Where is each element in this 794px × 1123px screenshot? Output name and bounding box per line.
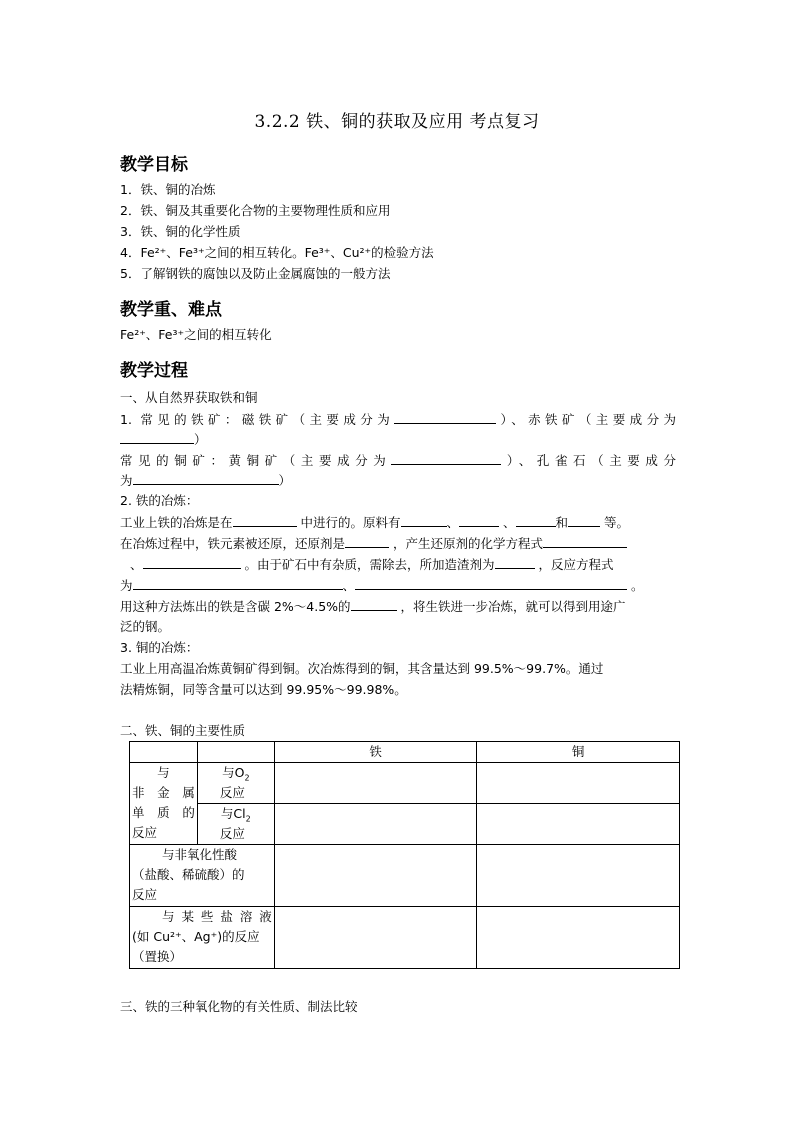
answer-blank[interactable]: [233, 513, 297, 527]
iron-smelting-line-1: 工业上铁的冶炼是在 中进行的。原料有 、 、 和 等。: [120, 515, 630, 530]
header-copper: 铜: [477, 742, 680, 763]
copper-ore-line: 常见的铜矿：黄铜矿（主要成分为 ）、孔雀石（主要成分: [120, 453, 676, 468]
answer-blank[interactable]: [401, 513, 447, 527]
answer-blank[interactable]: [568, 513, 600, 527]
key-text: Fe²⁺、Fe³⁺之间的相互转化: [120, 327, 272, 342]
answer-blank[interactable]: [345, 534, 389, 548]
answer-blank[interactable]: [133, 576, 343, 590]
cell-cu-o2[interactable]: [477, 763, 680, 804]
key-heading: 教学重、难点: [120, 300, 222, 320]
answer-blank[interactable]: [394, 410, 496, 424]
row-o2-label: 与$O_2$ 反应: [197, 763, 274, 804]
row-salt-label: 与某些盐溶液 (如 Cu²⁺、Ag⁺)的反应 （置换）: [130, 907, 275, 969]
iron-smelting-line-3: 、 。由于矿石中有杂质，需除去，所加造渣剂为 ，反应方程式: [130, 557, 614, 572]
answer-blank[interactable]: [391, 451, 501, 465]
answer-blank[interactable]: [516, 513, 556, 527]
page-title: 3.2.2 铁、铜的获取及应用 考点复习: [254, 112, 540, 132]
answer-blank[interactable]: [143, 555, 241, 569]
part1-title: 一、从自然界获取铁和铜: [120, 390, 258, 405]
goal-item: 1．铁、铜的冶炼: [120, 182, 216, 197]
answer-blank[interactable]: [133, 471, 279, 485]
row-cl2-label: 与$Cl_2$ 反应: [197, 804, 274, 845]
answer-blank[interactable]: [351, 597, 397, 611]
row-acid-label: 与非氧化性酸 （盐酸、稀硫酸）的 反应: [130, 845, 275, 907]
copper-smelting-line-1: 工业上用高温冶炼黄铜矿得到铜。次冶炼得到的铜，其含量达到 99.5%～99.7%。通过: [120, 661, 604, 676]
iron-ore-line: 1. 常见的铁矿：磁铁矿（主要成分为 ）、赤铁矿（主要成分为: [120, 412, 676, 427]
answer-blank[interactable]: [355, 576, 627, 590]
copper-smelting-line-2: 法精炼铜，同等含量可以达到 99.95%～99.98%。: [120, 682, 407, 697]
iron-smelting-line-4: 为 、 。: [120, 578, 644, 593]
iron-smelting-line-6: 泛的钢。: [120, 619, 171, 634]
iron-smelting-line-2: 在冶炼过程中，铁元素被还原，还原剂是 ，产生还原剂的化学方程式: [120, 534, 627, 553]
answer-blank[interactable]: [543, 534, 627, 548]
goals-heading: 教学目标: [120, 155, 188, 175]
goal-item: 5．了解钢铁的腐蚀以及防止金属腐蚀的一般方法: [120, 266, 391, 281]
cell-fe-cl2[interactable]: [274, 804, 477, 845]
header-iron: 铁: [274, 742, 477, 763]
goal-item: 2．铁、铜及其重要化合物的主要物理性质和应用: [120, 203, 391, 218]
answer-blank[interactable]: [495, 555, 535, 569]
copper-smelting-title: 3. 铜的冶炼：: [120, 640, 199, 655]
goal-item: 3．铁、铜的化学性质: [120, 224, 241, 239]
cell-fe-salt[interactable]: [274, 907, 477, 969]
copper-ore-line-2: 为 ）: [120, 473, 292, 488]
iron-smelting-title: 2. 铁的冶炼：: [120, 493, 199, 508]
cell-cu-cl2[interactable]: [477, 804, 680, 845]
process-heading: 教学过程: [120, 361, 188, 381]
row-nonmetal-label: 与 非金属 单质的 反应: [130, 763, 198, 845]
cell-cu-salt[interactable]: [477, 907, 680, 969]
answer-blank[interactable]: [120, 430, 194, 444]
properties-table: [129, 741, 680, 969]
iron-ore-line-2: ）: [120, 430, 207, 449]
iron-smelting-line-5: 用这种方法炼出的铁是含碳 2%～4.5%的 ，将生铁进一步冶炼，就可以得到用途广: [120, 599, 626, 614]
cell-fe-acid[interactable]: [274, 845, 477, 907]
header-empty: [197, 742, 274, 763]
part2-title: 二、铁、铜的主要性质: [120, 723, 246, 738]
cell-cu-acid[interactable]: [477, 845, 680, 907]
cell-fe-o2[interactable]: [274, 763, 477, 804]
part3-title: 三、铁的三种氧化物的有关性质、制法比较: [120, 999, 358, 1014]
header-empty: [130, 742, 198, 763]
answer-blank[interactable]: [459, 513, 499, 527]
goal-item: 4．Fe²⁺、Fe³⁺之间的相互转化。Fe³⁺、Cu²⁺的检验方法: [120, 245, 434, 260]
